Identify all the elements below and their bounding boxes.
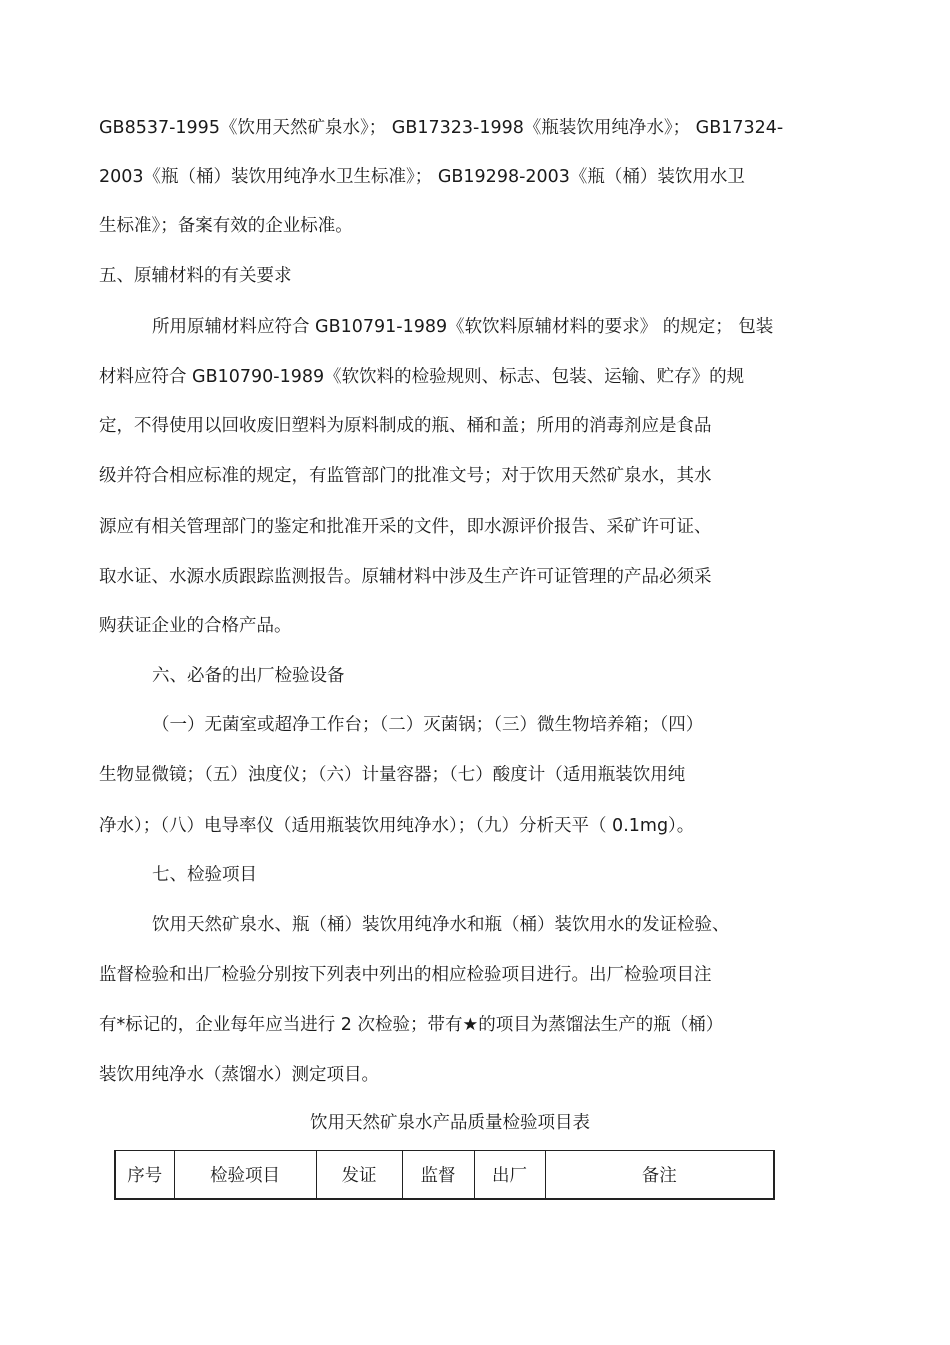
header-cell-certification: 发证 <box>316 1151 402 1200</box>
materials-line-3: 定，不得使用以回收废旧塑料为原料制成的瓶、桶和盖；所用的消毒剂应是食品 <box>99 416 712 436</box>
section-heading-7: 七、检验项目 <box>152 865 257 885</box>
table-header-row <box>115 1151 774 1200</box>
materials-line-1: 所用原辅材料应符合 GB10791-1989《软饮料原辅材料的要求》 的规定； 包装 <box>152 317 774 337</box>
table-caption: 饮用天然矿泉水产品质量检验项目表 <box>310 1113 590 1133</box>
materials-line-6: 取水证、水源水质跟踪监测报告。原辅材料中涉及生产许可证管理的产品必须采 <box>99 567 712 587</box>
materials-line-7: 购获证企业的合格产品。 <box>99 616 292 636</box>
header-cell-factory: 出厂 <box>474 1151 545 1200</box>
inspection-line-4: 装饮用纯净水（蒸馏水）测定项目。 <box>99 1065 379 1085</box>
header-cell-index: 序号 <box>115 1151 174 1200</box>
standards-line-3: 生标准》；备案有效的企业标准。 <box>99 216 353 236</box>
header-cell-supervision: 监督 <box>402 1151 474 1200</box>
section-heading-6: 六、必备的出厂检验设备 <box>152 666 345 686</box>
inspection-line-1: 饮用天然矿泉水、瓶（桶）装饮用纯净水和瓶（桶）装饮用水的发证检验、 <box>152 915 730 935</box>
equipment-line-2: 生物显微镜；（五）浊度仪；（六）计量容器；（七）酸度计（适用瓶装饮用纯 <box>99 765 686 785</box>
inspection-line-3: 有*标记的，企业每年应当进行 2 次检验；带有★的项目为蒸馏法生产的瓶（桶） <box>99 1015 724 1035</box>
inspection-line-2: 监督检验和出厂检验分别按下列表中列出的相应检验项目进行。出厂检验项目注 <box>99 965 712 985</box>
standards-line-2: 2003《瓶（桶）装饮用纯净水卫生标准》； GB19298-2003《瓶（桶）装饮用水卫 <box>99 167 745 187</box>
header-cell-remarks: 备注 <box>545 1151 774 1200</box>
materials-line-2: 材料应符合 GB10790-1989《软饮料的检验规则、标志、包装、运输、贮存》的规 <box>99 367 745 387</box>
inspection-items-table <box>114 1150 775 1200</box>
equipment-line-3: 净水）；（八）电导率仪（适用瓶装饮用纯净水）；（九）分析天平（ 0.1mg）。 <box>99 816 695 836</box>
materials-line-5: 源应有相关管理部门的鉴定和批准开采的文件，即水源评价报告、采矿许可证、 <box>99 517 712 537</box>
materials-line-4: 级并符合相应标准的规定，有监管部门的批准文号；对于饮用天然矿泉水，其水 <box>99 466 712 486</box>
section-heading-5: 五、原辅材料的有关要求 <box>99 266 292 286</box>
equipment-line-1: （一）无菌室或超净工作台；（二）灭菌锅；（三）微生物培养箱；（四） <box>152 715 704 735</box>
header-cell-item: 检验项目 <box>174 1151 316 1200</box>
standards-line-1: GB8537-1995《饮用天然矿泉水》； GB17323-1998《瓶装饮用纯净水》； GB17324- <box>99 118 784 138</box>
